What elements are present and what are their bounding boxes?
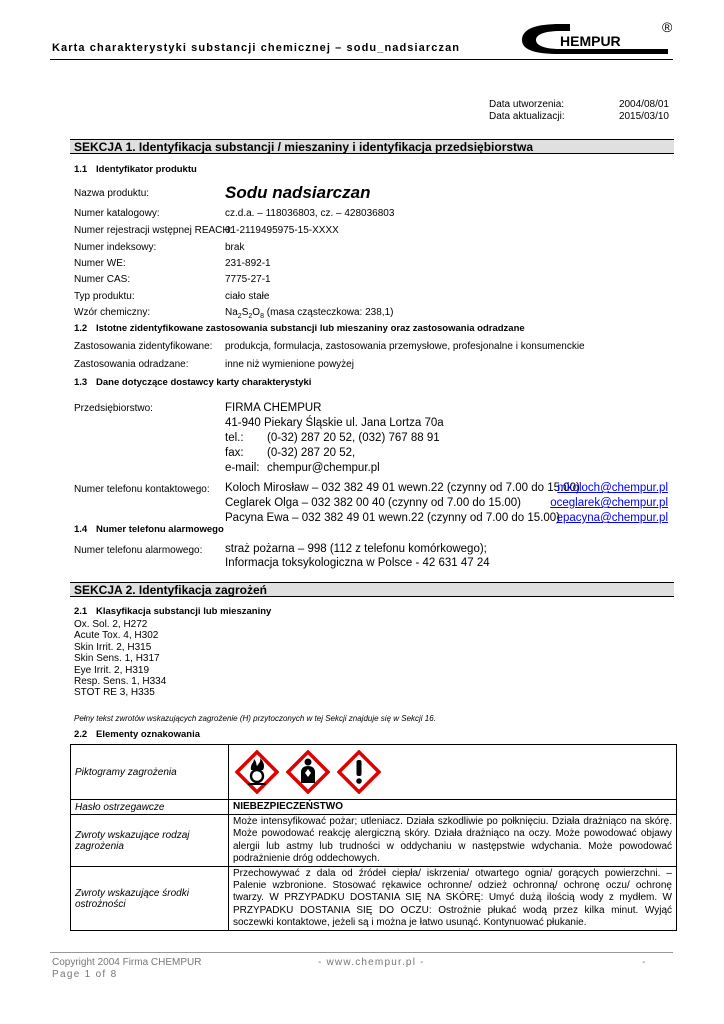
hazard-class: Acute Tox. 4, H302 [74,630,159,642]
uses-identified-label: Zastosowania zidentyfikowane: [74,341,213,352]
company-contact-block [225,401,444,476]
field-label: Numer CAS: [74,274,131,285]
date-updated-label: Data aktualizacji: [489,111,565,122]
table-row [71,815,677,867]
hazard-class: Skin Irrit. 2, H315 [74,641,152,653]
field-value: cz.d.a. – 118036803, cz. – 428036803 [225,208,395,219]
signal-word-label: Hasło ostrzegawcze [71,800,229,815]
hazard-class: STOT RE 3, H335 [74,687,155,699]
field-value: brak [225,242,245,253]
hazard-class: Skin Sens. 1, H317 [74,653,160,665]
company-fax: fax: (0-32) 287 20 52, [225,447,356,459]
section2-heading: SEKCJA 2. Identyfikacja zagrożeń [70,582,674,597]
email-link[interactable]: epacyna@chempur.pl [556,512,668,524]
date-created-label: Data utworzenia: [489,99,565,110]
footer-left [52,957,202,981]
pictograms-cell [229,745,677,800]
subsection-1-4: 1.4 Numer telefonu alarmowego [74,524,224,535]
contact-person: Pacyna Ewa – 032 382 49 01 wewn.22 (czynny od 7.00 do 15.00) [225,512,561,524]
health-hazard-pictogram-icon [286,750,330,794]
field-value: 01-2119495975-15-XXXX [225,225,339,236]
pictograms-label: Piktogramy zagrożenia [71,745,229,800]
document-title: Karta charakterystyki substancji chemicznej – sodu_nadsiarczan [52,42,461,54]
hazard-class: Eye Irrit. 2, H319 [74,664,150,676]
header-divider [50,59,673,60]
footer-divider [50,952,673,953]
formula-label: Wzór chemiczny: [74,307,151,318]
exclamation-pictogram-icon [337,750,381,794]
field-value: 231-892-1 [225,258,271,269]
email-link[interactable]: oceglarek@chempur.pl [550,497,668,509]
field-value: ciało stałe [225,291,270,302]
page-number: Page 1 of 8 [52,969,118,980]
uses-identified-value: produkcja, formulacja, zastosowania przemysłowe, profesjonalne i konsumenckie [225,341,585,352]
hazard-classification-list [74,619,166,699]
field-label: Numer rejestracji wstępnej REACH: [74,225,233,236]
precautionary-statements-label: Zwroty wskazujące środki ostrożności [71,867,229,931]
chemical-formula: $Na_2S_2O_8$ (masa cząsteczkowa: 238,1) [225,307,394,320]
company-email: e-mail: chempur@chempur.pl [225,462,380,474]
product-name-label: Nazwa produktu: [74,188,150,199]
footer-dash: - [642,957,646,968]
alarm-phone-label: Numer telefonu alarmowego: [74,545,203,556]
date-updated-value: 2015/03/10 [618,111,669,122]
precautionary-statements: Przechowywać z dala od źródeł ciepła/ iskrzenia/ otwartego ognia/ gorących powierzchni. – Palenie wzbronione. Stosować rękawice ochronne/ odzież ochronną/ ochronę oczu/ ochronę twarzy. W PRZYPADKU DOSTANIA SIĘ NA SKÓRĘ: Umyć dużą ilością wody z mydłem. W PRZYPADKU DOSTANIA SIĘ DO OCZU: Ostrożnie płukać wodą przez kilka minut. Wyjąć soczewki kontaktowe, jeżeli są i można je łatwo usunąć. Kontynuować płukanie. [229,867,677,931]
subsection-1-2: 1.2 Istotne zidentyfikowane zastosowania substancji lub mieszaniny oraz zastosowania odradzane [74,323,525,334]
contact-person: Koloch Mirosław – 032 382 49 01 wewn.22 (czynny od 7.00 do 15.00) [225,482,580,494]
company-address: 41-940 Piekary Śląskie ul. Jana Lortza 70a [225,417,444,429]
document-dates [489,99,669,123]
field-label: Numer katalogowy: [74,208,160,219]
table-row [71,800,677,815]
subsection-2-2: 2.2 Elementy oznakowania [74,729,201,740]
uses-advised-against-value: inne niż wymienione powyżej [225,359,354,370]
company-tel: tel.: (0-32) 287 20 52, (032) 767 88 91 [225,432,440,444]
company-name: FIRMA CHEMPUR [225,402,322,414]
contact-person: Ceglarek Olga – 032 382 00 40 (czynny od 7.00 do 15.00) [225,497,522,509]
uses-advised-against-label: Zastosowania odradzane: [74,359,189,370]
field-label: Numer WE: [74,258,126,269]
hazard-class: Resp. Sens. 1, H334 [74,676,167,688]
contact-phone-label: Numer telefonu kontaktowego: [74,484,210,495]
field-label: Numer indeksowy: [74,242,157,253]
subsection-1-1: 1.1 Identyfikator produktu [74,164,197,175]
footer-website: - www.chempur.pl - [318,957,425,968]
alarm-line: straż pożarna – 998 (112 z telefonu komórkowego); [225,543,487,555]
company-label: Przedsiębiorstwo: [74,403,153,414]
table-row [71,745,677,800]
hazard-statements-label: Zwroty wskazujące rodzaj zagrożenia [71,815,229,867]
date-created-value: 2004/08/01 [618,99,669,110]
hazard-class: Ox. Sol. 2, H272 [74,619,148,630]
subsection-2-1: 2.1 Klasyfikacja substancji lub mieszaniny [74,606,272,617]
alarm-line: Informacja toksykologiczna w Polsce - 42 631 47 24 [225,557,490,569]
signal-word: NIEBEZPIECZEŃSTWO [229,800,677,815]
product-name: Sodu nadsiarczan [225,183,371,202]
copyright: Copyright 2004 Firma CHEMPUR [52,957,202,968]
table-row [71,867,677,931]
h-statements-note: Pełny tekst zwrotów wskazujących zagrożenie (H) przytoczonych w tej Sekcji znajduje się w Sekcji 16. [74,714,436,723]
email-link[interactable]: mkoloch@chempur.pl [557,482,668,494]
field-value: 7775-27-1 [225,274,271,285]
field-label: Typ produktu: [74,291,135,302]
alarm-phones [225,542,490,570]
chempur-logo [520,18,680,58]
contact-persons [225,481,580,526]
section1-heading: SEKCJA 1. Identyfikacja substancji / mieszaniny i identyfikacja przedsiębiorstwa [70,139,674,154]
svg-text:®: ® [662,19,673,35]
svg-text:HEMPUR: HEMPUR [560,33,621,49]
hazard-statements: Może intensyfikować pożar; utleniacz. Działa szkodliwie po połknięciu. Działa drażniąco na skórę. Może powodować reakcję alergiczną skóry. Działa drażniąco na oczy. Może powodować objawy alergii lub astmy lub trudności w oddychaniu w następstwie wdychania. Może powodować podrażnienie dróg oddechowych. [229,815,677,867]
contact-emails [550,481,668,526]
chempur-logo-icon [520,18,680,58]
label-elements-table [70,744,677,931]
subsection-1-3: 1.3 Dane dotyczące dostawcy karty charakterystyki [74,377,312,388]
oxidizer-pictogram-icon [235,750,279,794]
